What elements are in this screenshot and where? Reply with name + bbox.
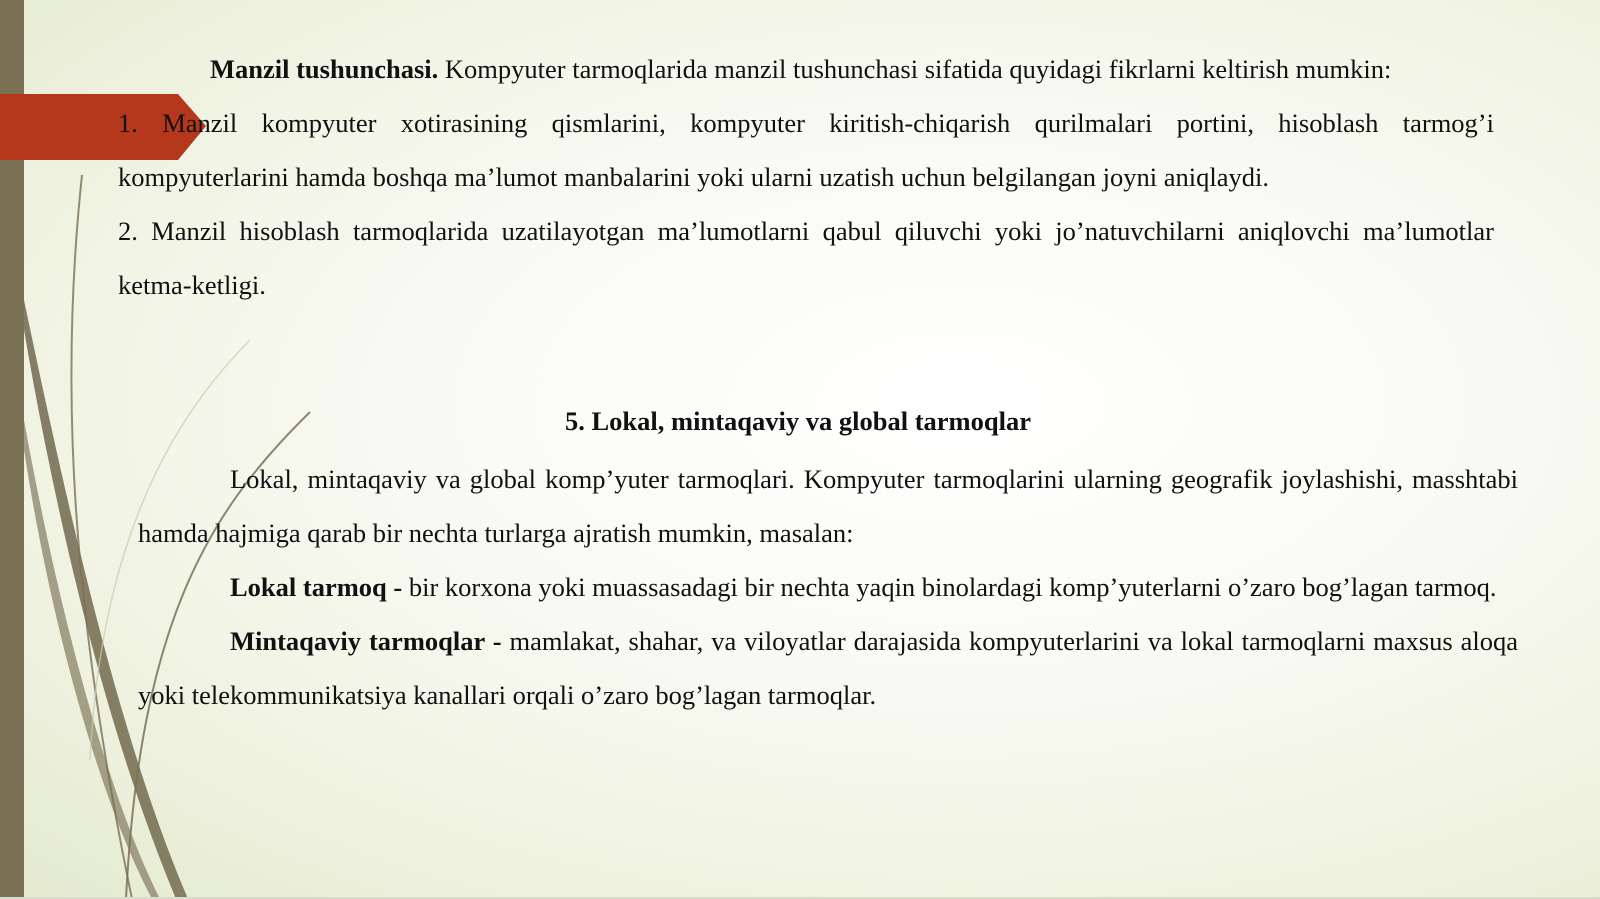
- regional-network-paragraph: [138, 614, 1518, 722]
- local-network-paragraph: [138, 560, 1518, 614]
- regional-network-term: Mintaqaviy tarmoqlar -: [230, 626, 502, 656]
- list-item-1: 1. Manzil kompyuter xotirasining qismlarini, kompyuter kiritish-chiqarish qurilmalari portini, hisoblash tarmog’i kompyuterlarini hamda boshqa ma’lumot manbalarini yoki ularni uzatish uchun belgilangan joyni aniqlaydi.: [118, 108, 1494, 192]
- list-item-2: 2. Manzil hisoblash tarmoqlarida uzatilayotgan ma’lumotlarni qabul qiluvchi yoki jo’natuvchilarni aniqlovchi ma’lumotlar ketma-ketligi.: [118, 216, 1494, 300]
- network-types-block: [138, 452, 1518, 722]
- regional-network-text: mamlakat, shahar, va viloyatlar darajasida kompyuterlarini va lokal tarmoqlarni maxsus aloqa yoki telekommunikatsiya kanallari orqali o’zaro bog’lagan tarmoqlar.: [138, 626, 1518, 710]
- section-heading: 5. Lokal, mintaqaviy va global tarmoqlar: [565, 406, 1031, 436]
- local-network-text: bir korxona yoki muassasadagi bir nechta yaqin binolardagi komp’yuterlarni o’zaro bog’lagan tarmoq.: [408, 572, 1497, 602]
- section-intro: Lokal, mintaqaviy va global komp’yuter tarmoqlari. Kompyuter tarmoqlarini ularning geografik joylashishi, masshtabi hamda hajmiga qarab bir nechta turlarga ajratish mumkin, masalan:: [138, 464, 1518, 548]
- intro-term: Manzil tushunchasi.: [210, 54, 439, 84]
- intro-text: Kompyuter tarmoqlarida manzil tushunchasi sifatida quyidagi fikrlarni keltirish mumkin:: [444, 54, 1392, 84]
- address-concept-block: [118, 42, 1494, 312]
- intro-paragraph: [118, 42, 1494, 96]
- local-network-term: Lokal tarmoq -: [230, 572, 403, 602]
